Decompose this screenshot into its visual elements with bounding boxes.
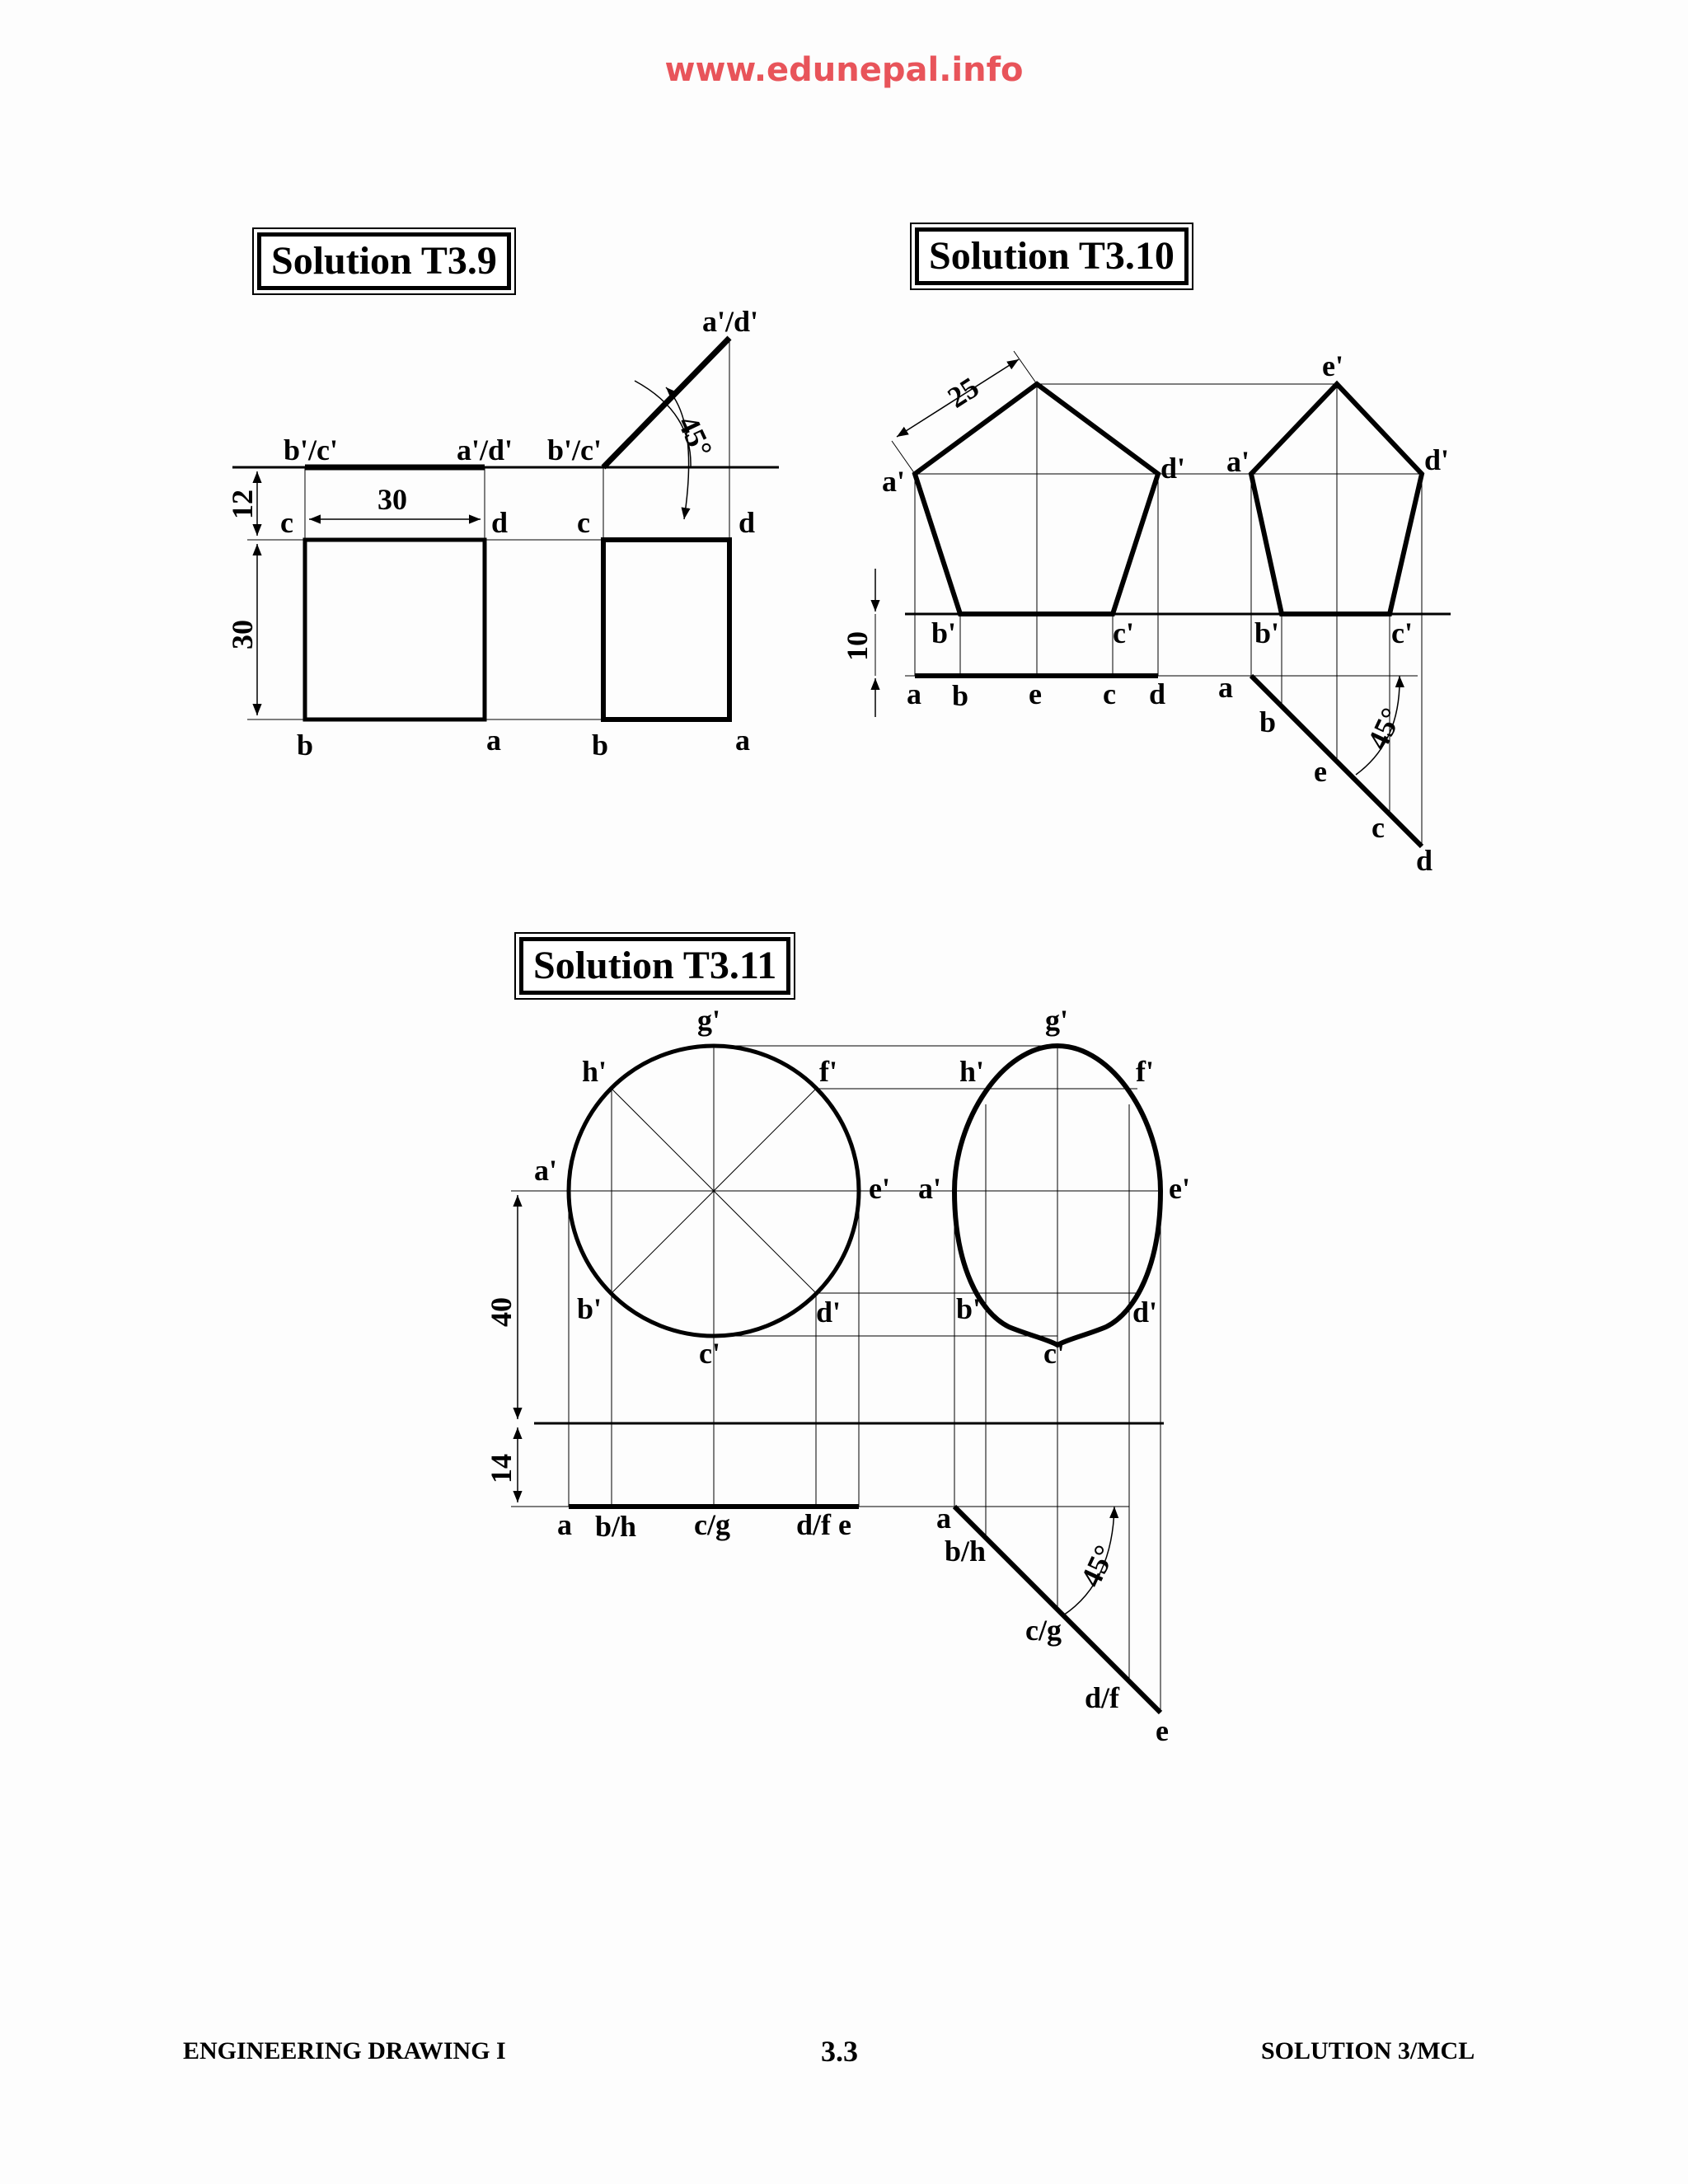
label-h-prime-1: h'	[582, 1055, 607, 1088]
label-d-1: d	[491, 506, 509, 539]
label-d-prime-1: d'	[816, 1296, 842, 1329]
label-tilt-c-g: c/g	[1025, 1614, 1062, 1647]
label-plan-d-f-e: d/f e	[796, 1508, 851, 1541]
label-angle-45: 45°	[1073, 1540, 1122, 1592]
label-b-prime-2: b'	[956, 1292, 982, 1325]
watermark-url: www.edunepal.info	[664, 51, 1024, 89]
dim-30-width: 30	[377, 483, 407, 516]
label-angle-45: 45°	[1360, 702, 1409, 755]
label-tilt-b: b	[1259, 705, 1277, 738]
label-tilt-d: d	[1416, 844, 1433, 877]
plan-rectangle	[603, 540, 729, 719]
title-solution-t3-11: Solution T3.11	[519, 937, 790, 995]
label-e-prime-2: e'	[1322, 349, 1343, 382]
label-c-prime-2: c'	[1391, 616, 1413, 649]
label-e-prime-1: e'	[869, 1172, 890, 1205]
label-angle-45: 45°	[671, 410, 720, 463]
solution-t3-10-drawing	[841, 349, 1451, 877]
label-d-prime-2: d'	[1424, 443, 1450, 476]
label-b-prime-1: b'	[577, 1292, 603, 1325]
label-a-2: a	[735, 724, 750, 757]
dim-30-height: 30	[226, 620, 259, 649]
label-c-prime-1: c'	[1113, 616, 1134, 649]
label-plan-c-g: c/g	[694, 1508, 730, 1541]
label-plan-d: d	[1149, 677, 1166, 710]
label-tilt-e: e	[1314, 755, 1327, 788]
label-f-prime-2: f'	[1136, 1055, 1154, 1088]
label-c-1: c	[280, 506, 293, 539]
label-b-c-front: b'/c'	[284, 434, 339, 466]
dim-12: 12	[226, 490, 259, 519]
label-tilt-b-h: b/h	[945, 1535, 987, 1568]
label-b-1: b	[297, 729, 314, 762]
label-b-prime-2: b'	[1254, 616, 1280, 649]
solution-t3-11-drawing	[485, 1004, 1190, 1747]
footer-solution-ref: SOLUTION 3/MCL	[1261, 2037, 1475, 2064]
label-b-2: b	[592, 729, 609, 762]
label-g-prime-1: g'	[697, 1004, 721, 1037]
title-solution-t3-9: Solution T3.9	[257, 232, 511, 290]
label-c-prime-1: c'	[699, 1337, 720, 1370]
label-c-2: c	[577, 506, 590, 539]
label-tilt-d-f: d/f	[1085, 1681, 1120, 1714]
label-plan-c: c	[1103, 677, 1116, 710]
label-d-2: d	[738, 506, 756, 539]
label-b-prime-1: b'	[931, 616, 957, 649]
label-plan-e: e	[1029, 677, 1042, 710]
label-d-prime-1: d'	[1160, 452, 1186, 485]
dim-10: 10	[841, 631, 874, 661]
label-a-1: a	[486, 724, 501, 757]
label-a-prime-1: a'	[882, 465, 906, 498]
plan-square	[305, 540, 485, 719]
label-a-d-front: a'/d'	[457, 434, 513, 466]
label-plan-b: b	[952, 679, 969, 712]
label-g-prime-2: g'	[1045, 1004, 1069, 1037]
label-f-prime-1: f'	[819, 1055, 837, 1088]
footer-course: ENGINEERING DRAWING I	[183, 2037, 506, 2064]
label-plan-b-h: b/h	[595, 1510, 637, 1543]
label-a-prime-1: a'	[534, 1154, 558, 1187]
label-d-prime-2: d'	[1132, 1296, 1158, 1329]
label-tilt-a: a	[1218, 671, 1233, 704]
label-tilt-c: c	[1372, 811, 1385, 844]
label-e-prime-2: e'	[1169, 1172, 1190, 1205]
label-h-prime-2: h'	[959, 1055, 985, 1088]
title-solution-t3-10: Solution T3.10	[915, 227, 1189, 285]
label-plan-a: a	[557, 1508, 572, 1541]
label-plan-a: a	[907, 677, 921, 710]
dim-14: 14	[485, 1454, 518, 1483]
label-a-prime-2: a'	[918, 1172, 942, 1205]
label-b-c-tilted: b'/c'	[547, 434, 603, 466]
label-a-prime-2: a'	[1226, 445, 1250, 478]
label-tilt-e: e	[1156, 1714, 1169, 1747]
footer-page-number: 3.3	[821, 2035, 858, 2068]
dim-25: 25	[941, 370, 985, 415]
label-c-prime-2: c'	[1043, 1337, 1065, 1370]
label-a-d-tilted: a'/d'	[702, 305, 759, 338]
dim-40: 40	[485, 1297, 518, 1327]
label-tilt-a: a	[936, 1502, 951, 1535]
solution-t3-9-drawing	[226, 305, 779, 762]
